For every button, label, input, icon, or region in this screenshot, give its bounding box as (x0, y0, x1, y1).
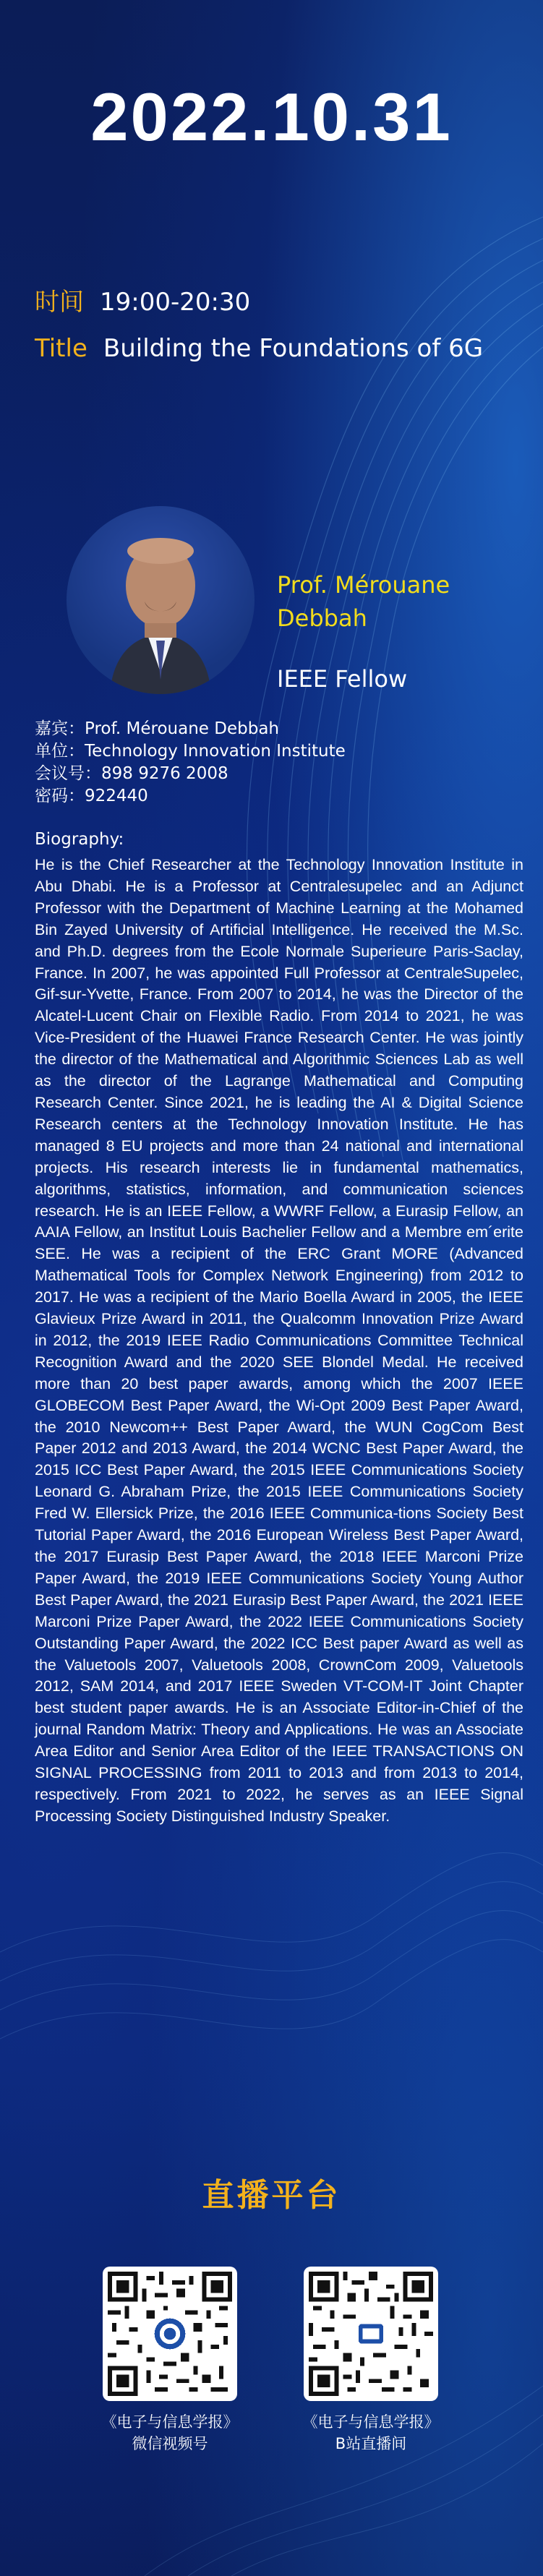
biography-text: He is the Chief Researcher at the Technology Innovation Institute in Abu Dhabi. He is a Professor at Centralesupelec and an Adjunct Professor with the Department of Machine Learning at the Mohamed Bin Zayed University of Artificial Intelligence. He received the M.Sc. and Ph.D. degrees from the Ecole Normale Superieure Paris-Saclay, France. In 2007, he was appointed Full Professor at CentraleSupelec, Gif-sur-Yvette, France. From 2007 to 2014, he was the Director of the Alcatel-Lucent Chair on Flexible Radio. From 2014 to 2021, he was Vice-President of the Huawei France Research Center. He was jointly the director of the Mathematical and Algorithmic Sciences Lab as well as the director of the Lagrange Mathematical and Computing Research Center. Since 2021, he is leading the AI & Digital Science Research centers at the Technology Innovation Institute. He has managed 8 EU projects and more than 24 national and international projects. His research interests lie in fundamental mathematics, algorithms, statistics, information, and communication sciences research. He is an IEEE Fellow, a WWRF Fellow, a Eurasip Fellow, an AAIA Fellow, an Institut Louis Bachelier Fellow and a Membre em´erite SEE. He was a recipient of the ERC Grant MORE (Advanced Mathematical Tools for Complex Network Engineering) from 2012 to 2017. He was a recipient of the Mario Boella Award in 2005, the IEEE Glavieux Prize Award in 2011, the Qualcomm Innovation Prize Award in 2012, the 2019 IEEE Radio Communications Committee Technical Recognition Award and the 2020 SEE Blondel Medal. He received more than 20 best paper awards, among which the 2007 IEEE GLOBECOM Best Paper Award, the Wi-Opt 2009 Best Paper Award, the 2010 Newcom++ Best Paper Award, the WUN CogCom Best Paper 2012 and 2013 Award, the 2014 WCNC Best Paper Award, the 2015 ICC Best Paper Award, the 2015 IEEE Communications Society Leonard G. Abraham Prize, the 2015 IEEE Communications Society Fred W. Ellersick Prize, the 2016 IEEE Communica-tions Society Best Tutorial Paper Award, the 2016 European Wireless Best Paper Award, the 2017 Eurasip Best Paper Award, the 2018 IEEE Marconi Prize Paper Award, the 2019 IEEE Communications Society Young Author Best Paper Award, the 2021 Eurasip Best Paper Award, the 2021 IEEE Marconi Prize Paper Award, the 2022 IEEE Communications Society Outstanding Paper Award, the 2022 ICC Best paper Award as well as the Valuetools 2007, Valuetools 2008, CrownCom 2009, Valuetools 2012, SAM 2014, and 2017 IEEE Sweden VT-COM-IT Joint Chapter best student paper awards. He is an Associate Editor-in-Chief of the journal Random Matrix: Theory and Applications. He was an Associate Area Editor and Senior Area Editor of the IEEE TRANSACTIONS ON SIGNAL PROCESSING from 2011 to 2013 and from 2013 to 2014, respectively. From 2021 to 2022, he serves as an IEEE Signal Processing Society Distinguished Industry Speaker. (35, 856, 523, 1825)
title-label: Title (35, 334, 87, 363)
password-line: 密码：922440 (35, 787, 148, 805)
speaker-portrait-icon (67, 506, 255, 694)
biography-heading: Biography: (35, 830, 124, 849)
meeting-id-line: 会议号：898 9276 2008 (35, 764, 228, 783)
wechat-caption-journal: 《电子与信息学报》 (101, 2413, 239, 2431)
organization-line: 单位：Technology Innovation Institute (35, 742, 346, 761)
guest-line: 嘉宾：Prof. Mérouane Debbah (35, 719, 279, 738)
wechat-caption-platform: 微信视频号 (132, 2435, 208, 2452)
bilibili-caption-platform: B站直播间 (335, 2435, 407, 2452)
event-date: 2022.10.31 (90, 79, 453, 155)
time-value: 19:00-20:30 (100, 288, 251, 317)
speaker-photo (67, 506, 255, 694)
time-label: 时间 (35, 288, 84, 317)
bilibili-live-qr-code[interactable] (304, 2267, 438, 2401)
bilibili-caption-journal: 《电子与信息学报》 (302, 2413, 440, 2431)
qr-code-icon (309, 2272, 433, 2396)
wechat-channel-qr-code[interactable] (103, 2267, 237, 2401)
speaker-name: Prof. Mérouane Debbah (277, 571, 450, 632)
wechat-qr-caption (61, 2411, 278, 2455)
time-row (35, 282, 250, 317)
talk-title: Building the Foundations of 6G (103, 334, 484, 363)
live-platform-heading: 直播平台 (202, 2177, 341, 2214)
speaker-title: IEEE Fellow (277, 665, 408, 693)
qr-code-icon (108, 2272, 232, 2396)
bilibili-qr-caption (262, 2411, 479, 2455)
title-row (35, 334, 483, 363)
meeting-info (35, 718, 346, 808)
